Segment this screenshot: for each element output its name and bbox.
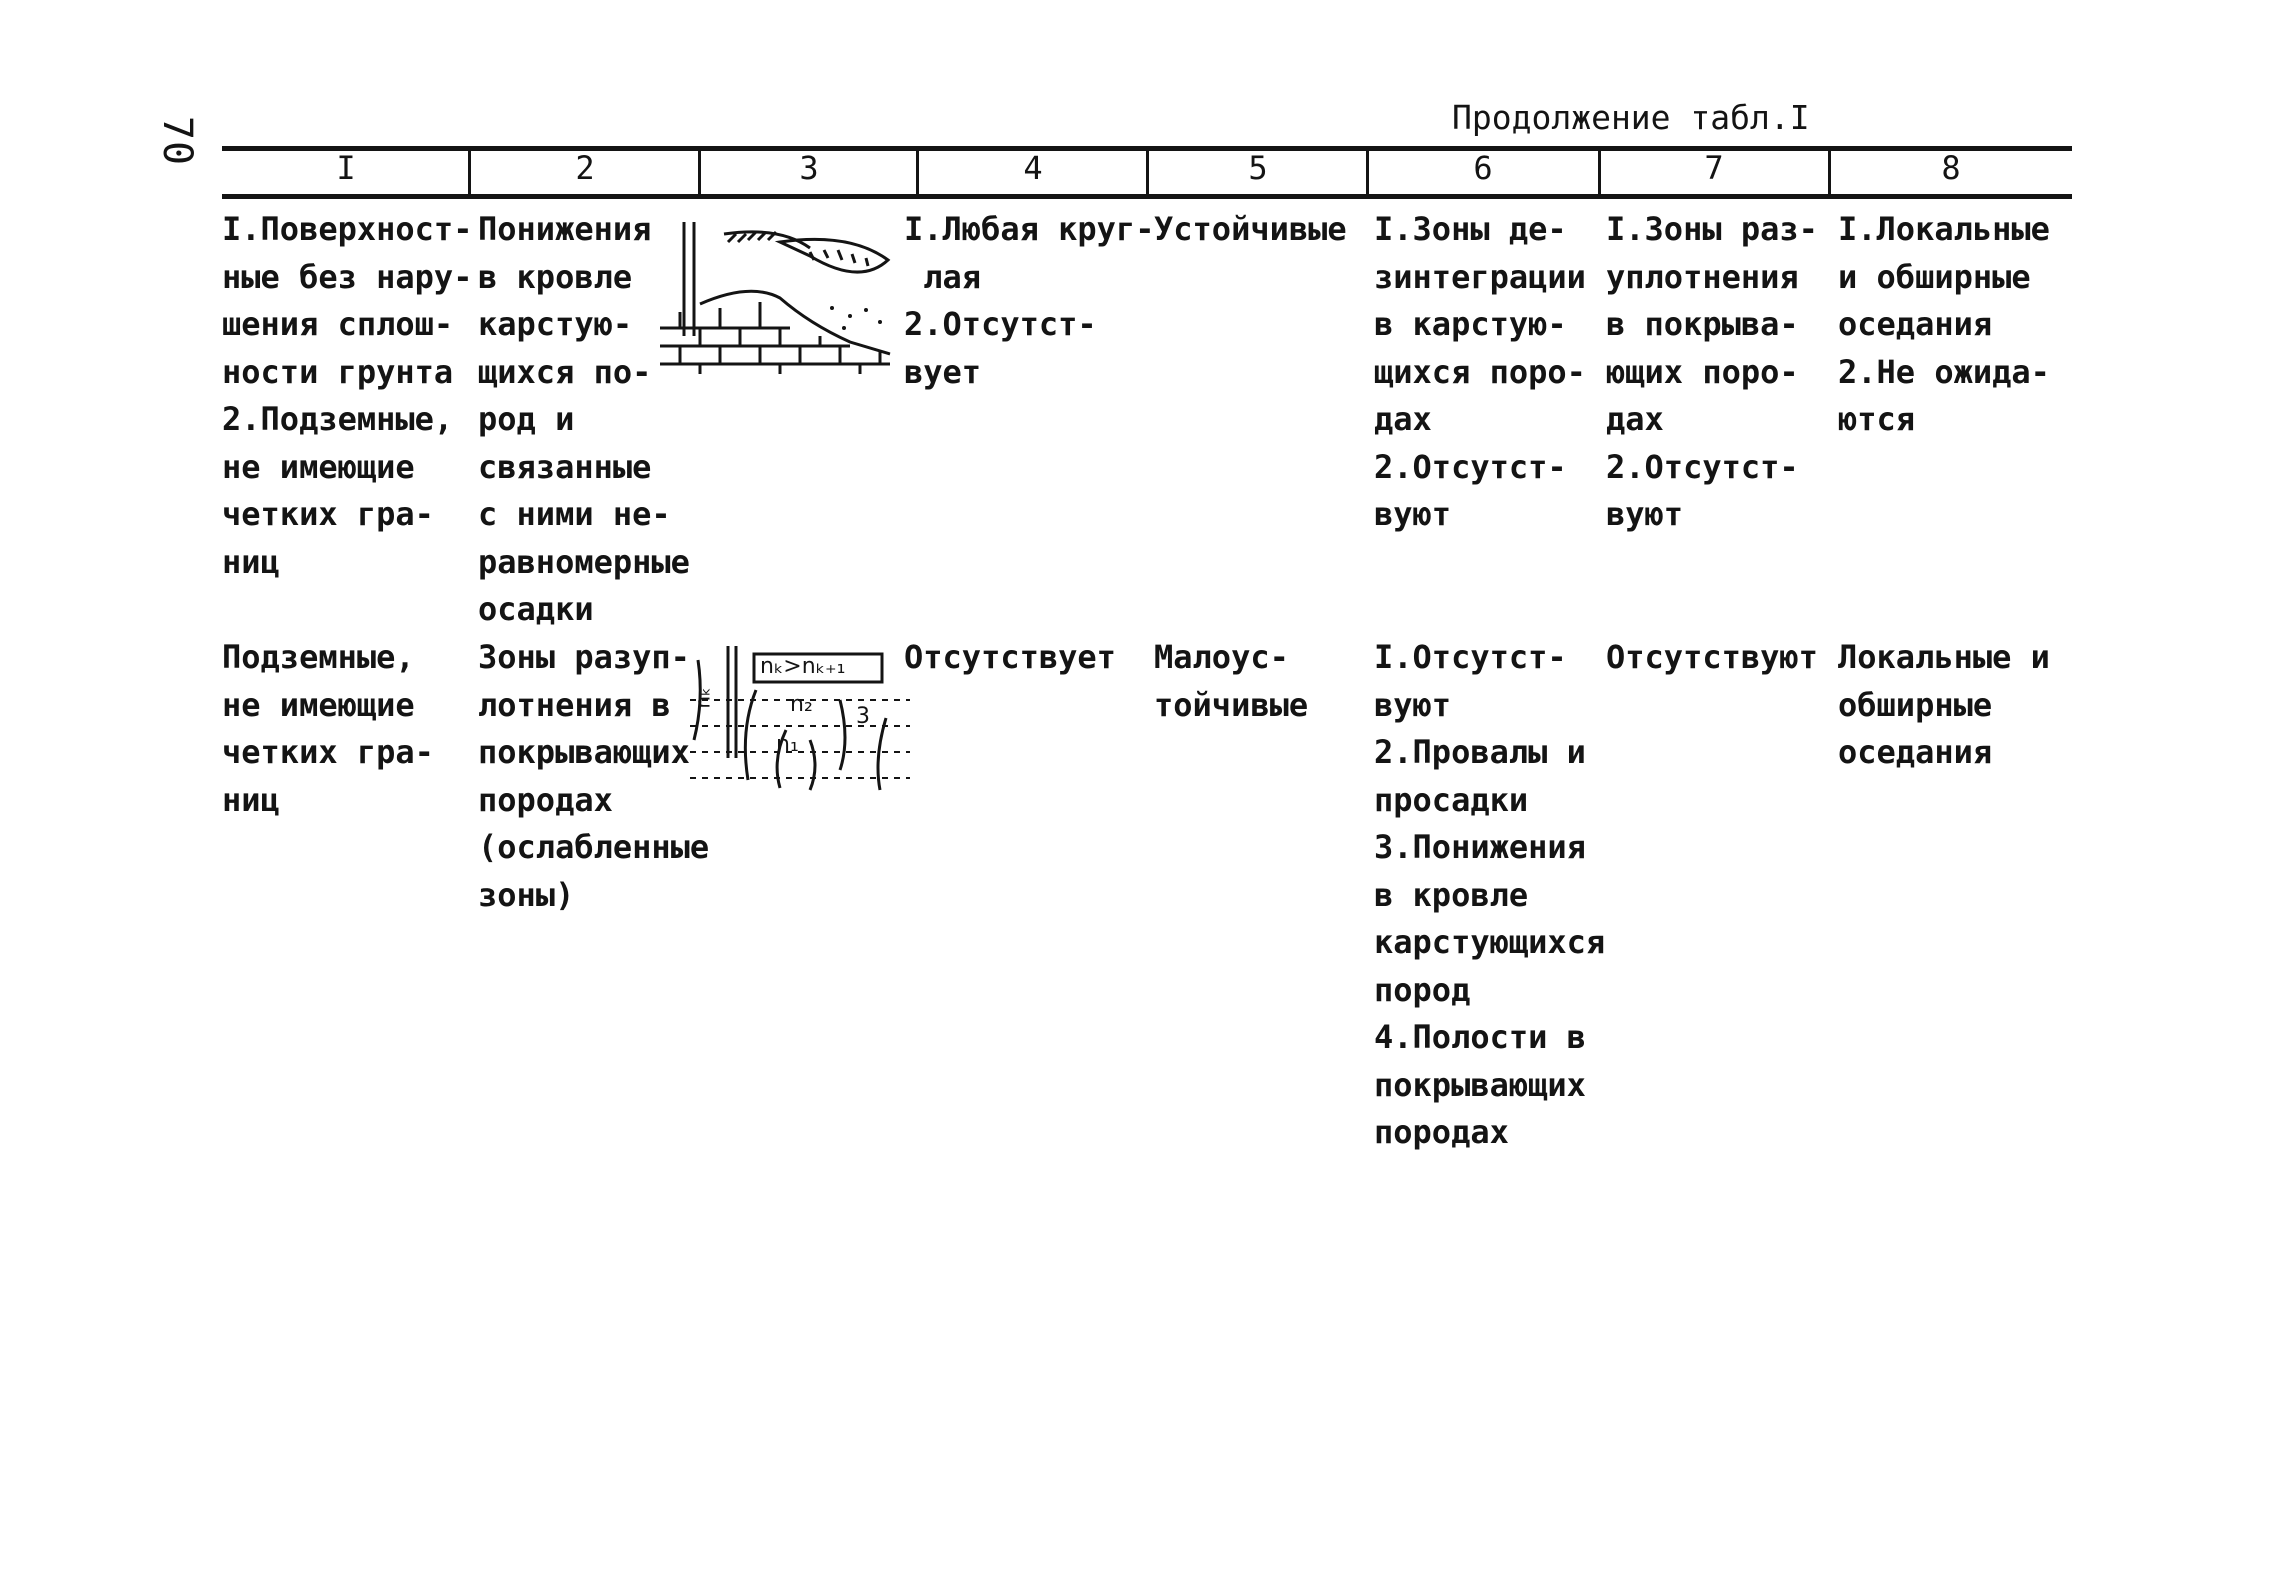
row-2-cell-1: Подземные, не имеющие четких гра- ниц	[222, 638, 434, 819]
row-2-cell-4: Отсутствует	[904, 638, 1116, 676]
column-divider	[1366, 150, 1369, 196]
row-2-cell-6: I.Отсутст- вуют 2.Провалы и просадки 3.Понижения в кровле карстующихся пород 4.Полости в покрывающих породах	[1374, 638, 1606, 1151]
column-divider	[1828, 150, 1831, 196]
row-1-cell-6: I.Зоны де- зинтеграции в карстую- щихся поро- дах 2.Отсутст- вуют	[1374, 210, 1586, 533]
row-1-cell-1: I.Поверхност- ные без нару- шения сплош- ности грунта 2.Подземные, не имеющие четких гра- ниц	[222, 210, 473, 581]
row-1-cell-4: I.Любая круг- лая 2.Отсутст- вует	[904, 210, 1155, 391]
figure-label-nk: nₖ	[690, 687, 715, 709]
column-header-1: I	[336, 149, 356, 187]
figure-karst-roof-lowering	[660, 212, 900, 392]
row-1-cell-2: Понижения в кровле карстую- щихся по- род и связанные с ними не- равномерные осадки	[478, 210, 690, 628]
figure-label-3: 3	[856, 704, 870, 729]
column-divider	[468, 150, 471, 196]
column-divider	[1598, 150, 1601, 196]
figure-label-top: nₖ>nₖ₊₁	[760, 654, 846, 679]
row-2-cell-2: Зоны разуп- лотнения в покрывающих породах (ослабленные зоны)	[478, 638, 710, 914]
column-header-2: 2	[575, 149, 595, 187]
page-number: 70	[154, 115, 201, 167]
column-divider	[698, 150, 701, 196]
row-2-cell-7: Отсутствуют	[1606, 638, 1818, 676]
figure-loosened-zones	[690, 640, 912, 798]
row-1-cell-8: I.Локальные и обширные оседания 2.Не ожида- ются	[1838, 210, 2050, 438]
table-caption: Продолжение табл.I	[1452, 98, 1810, 137]
column-header-6: 6	[1473, 149, 1493, 187]
column-header-7: 7	[1704, 149, 1724, 187]
column-header-8: 8	[1941, 149, 1961, 187]
column-divider	[1146, 150, 1149, 196]
column-header-3: 3	[799, 149, 819, 187]
column-header-5: 5	[1248, 149, 1268, 187]
figure-label-n2: n₂	[790, 692, 813, 717]
row-1-cell-5: Устойчивые	[1154, 210, 1347, 248]
column-divider	[916, 150, 919, 196]
row-2-cell-8: Локальные и обширные оседания	[1838, 638, 2050, 771]
row-2-cell-5: Малоус- тойчивые	[1154, 638, 1309, 724]
figure-label-n1: n₁	[776, 732, 799, 757]
column-header-4: 4	[1023, 149, 1043, 187]
row-1-cell-7: I.Зоны раз- уплотнения в покрыва- ющих поро- дах 2.Отсутст- вуют	[1606, 210, 1818, 533]
